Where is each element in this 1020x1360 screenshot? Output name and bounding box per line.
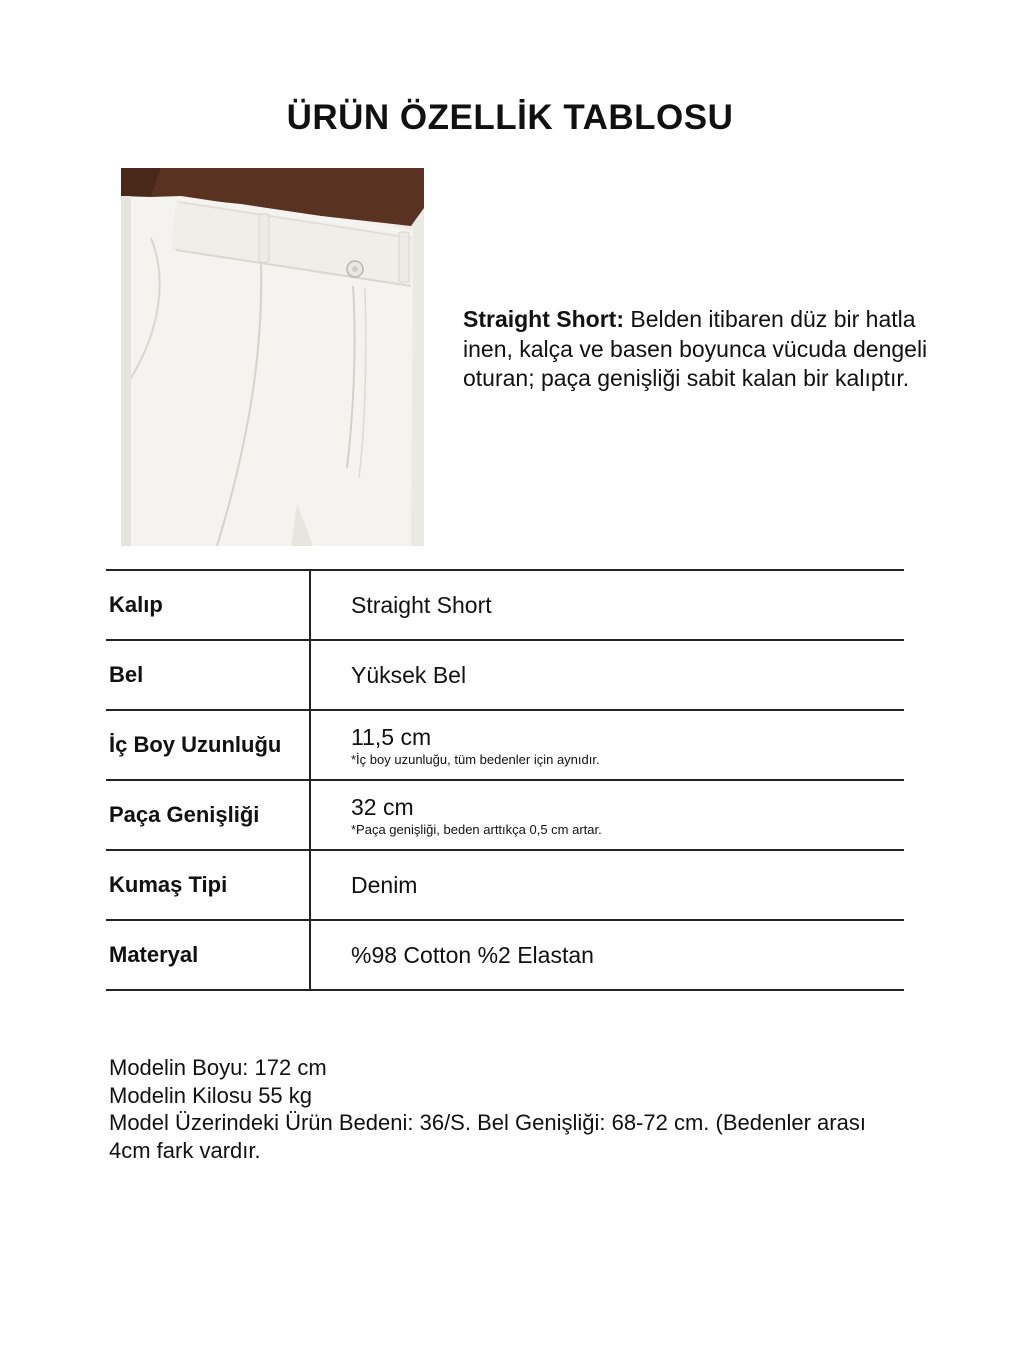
spec-key: Bel (106, 640, 310, 710)
spec-row (106, 570, 904, 640)
spec-value-cell (310, 640, 904, 710)
spec-key: Kalıp (106, 570, 310, 640)
spec-key: İç Boy Uzunluğu (106, 710, 310, 780)
model-size: Model Üzerindeki Ürün Bedeni: 36/S. Bel Genişliği: 68-72 cm. (Bedenler arası 4cm fark vardır. (109, 1110, 866, 1163)
spec-key: Paça Genişliği (106, 780, 310, 850)
spec-value: 32 cm (351, 793, 414, 820)
model-weight: Modelin Kilosu 55 kg (109, 1082, 313, 1108)
spec-row (106, 710, 904, 780)
spec-value-cell (310, 780, 904, 850)
spec-row (106, 920, 904, 990)
model-height: Modelin Boyu: 172 cm (109, 1055, 327, 1080)
model-info (109, 1054, 909, 1164)
spec-value: %98 Cotton %2 Elastan (351, 941, 594, 968)
spec-value: 11,5 cm (351, 723, 432, 750)
spec-value-cell (310, 920, 904, 990)
spec-key: Materyal (106, 920, 310, 990)
product-image (121, 168, 424, 546)
spec-value-cell (310, 710, 904, 780)
page-title: ÜRÜN ÖZELLİK TABLOSU (286, 98, 734, 137)
spec-value: Straight Short (351, 591, 492, 618)
spec-value-cell (310, 570, 904, 640)
spec-note: *Paça genişliği, beden arttıkça 0,5 cm artar. (351, 821, 602, 837)
fit-description-label: Straight Short: (463, 306, 624, 332)
fit-description (463, 305, 933, 394)
spec-row (106, 780, 904, 850)
spec-value-cell (310, 850, 904, 920)
spec-row (106, 850, 904, 920)
spec-value: Yüksek Bel (351, 661, 467, 688)
fit-description-text: Belden itibaren düz bir hatla inen, kalça ve basen boyunca vücuda dengeli oturan; paça genişliği sabit kalan bir kalıptır. (463, 306, 928, 391)
spec-key: Kumaş Tipi (106, 850, 310, 920)
spec-note: *İç boy uzunluğu, tüm bedenler için aynıdır. (351, 751, 600, 767)
spec-value: Denim (351, 871, 418, 898)
spec-table (106, 569, 904, 991)
spec-row (106, 640, 904, 710)
